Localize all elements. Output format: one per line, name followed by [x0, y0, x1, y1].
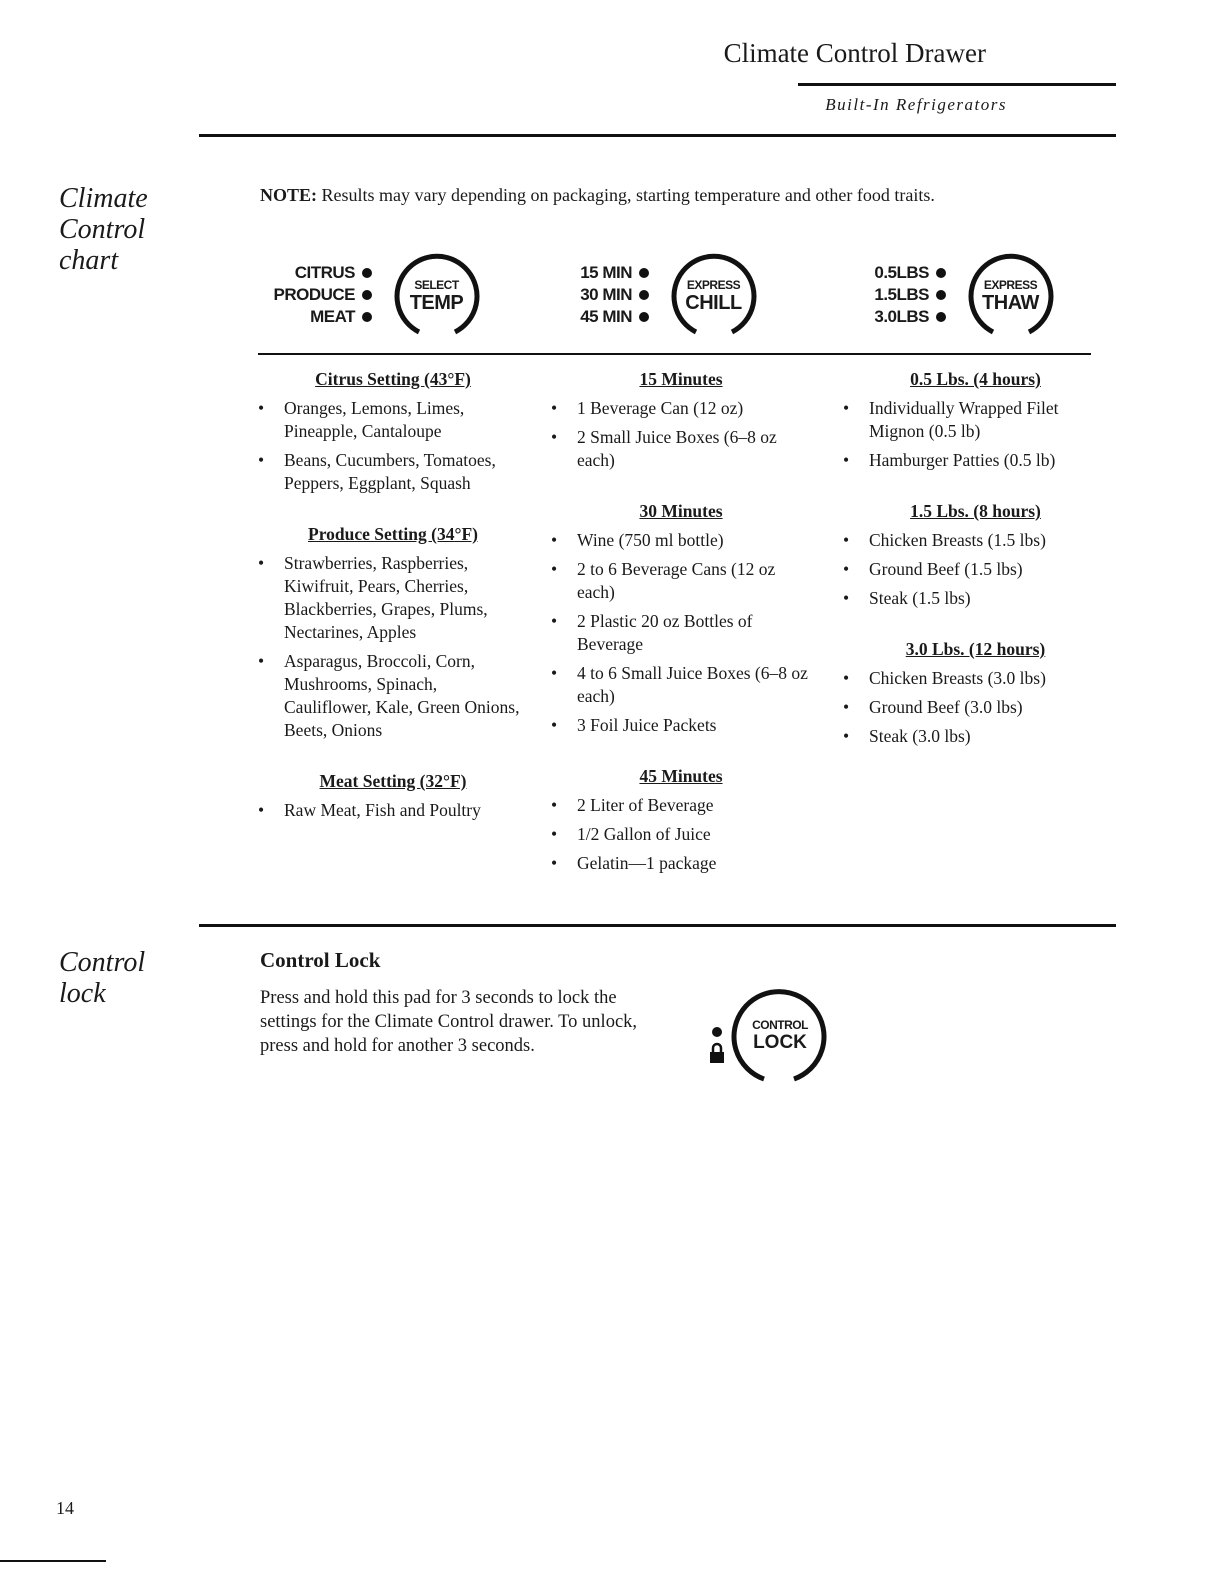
- list-item: • 2 Small Juice Boxes (6–8 oz each): [551, 426, 811, 472]
- option-produce: PRODUCE: [273, 284, 372, 306]
- list-item: • 2 Liter of Beverage: [551, 794, 811, 817]
- option-30-min: 30 MIN: [580, 284, 649, 306]
- section-heading: 1.5 Lbs. (8 hours): [910, 501, 1041, 521]
- chart-rule: [258, 353, 1091, 355]
- indicator-dot: [362, 268, 372, 278]
- section-heading: 0.5 Lbs. (4 hours): [910, 369, 1041, 389]
- temp-label: TEMP: [409, 292, 464, 314]
- select-temp-control: [260, 248, 492, 340]
- select-label: SELECT: [414, 278, 459, 292]
- page-title: Climate Control Drawer: [723, 38, 986, 68]
- column-select-temp: [258, 368, 528, 828]
- item-list: [551, 794, 811, 875]
- section-heading: 45 Minutes: [639, 766, 723, 786]
- option-1-5-lbs: 1.5LBS: [874, 284, 946, 306]
- list-item: • Oranges, Lemons, Limes, Pineapple, Cantaloupe: [258, 397, 528, 443]
- express-label: EXPRESS: [983, 278, 1038, 292]
- footer-rule: [0, 1560, 106, 1562]
- indicator-dot: [639, 268, 649, 278]
- indicator-dot: [936, 268, 946, 278]
- express-label: EXPRESS: [686, 278, 741, 292]
- section-heading: 15 Minutes: [639, 369, 723, 389]
- indicator-dot: [936, 312, 946, 322]
- option-3-0-lbs: 3.0LBS: [874, 306, 946, 328]
- list-item: • Ground Beef (1.5 lbs): [843, 558, 1108, 581]
- page-subtitle: Built-In Refrigerators: [825, 95, 1007, 114]
- option-45-min: 45 MIN: [580, 306, 649, 328]
- side-heading-lock: Control lock: [59, 947, 146, 1009]
- list-item: • Chicken Breasts (3.0 lbs): [843, 667, 1108, 690]
- list-item: • 4 to 6 Small Juice Boxes (6–8 oz each): [551, 662, 811, 708]
- section-heading: 3.0 Lbs. (12 hours): [905, 639, 1046, 659]
- note-label: NOTE:: [260, 185, 318, 205]
- item-list: [843, 397, 1108, 472]
- item-list: [843, 529, 1108, 610]
- item-list: [551, 529, 811, 737]
- section-divider: [199, 134, 1116, 137]
- indicator-dot: [362, 290, 372, 300]
- section-heading: Citrus Setting (43°F): [315, 369, 471, 389]
- select-temp-options: [273, 262, 372, 328]
- express-chill-control: [555, 248, 769, 340]
- column-express-chill: [551, 368, 811, 881]
- control-lock-control: [706, 985, 836, 1085]
- chill-label: CHILL: [685, 292, 742, 314]
- list-item: • Individually Wrapped Filet Mignon (0.5 lb): [843, 397, 1108, 443]
- section-divider: [199, 924, 1116, 927]
- item-list: [843, 667, 1108, 748]
- list-item: • Raw Meat, Fish and Poultry: [258, 799, 528, 822]
- item-list: [258, 552, 528, 742]
- control-lock-title: Control Lock: [260, 948, 381, 972]
- option-15-min: 15 MIN: [580, 262, 649, 284]
- list-item: • Gelatin—1 package: [551, 852, 811, 875]
- express-thaw-options: [874, 262, 946, 328]
- list-item: • 1/2 Gallon of Juice: [551, 823, 811, 846]
- lock-label: LOCK: [753, 1032, 807, 1053]
- list-item: • Steak (1.5 lbs): [843, 587, 1108, 610]
- option-meat: MEAT: [273, 306, 372, 328]
- control-label: CONTROL: [752, 1018, 808, 1032]
- list-item: • Chicken Breasts (1.5 lbs): [843, 529, 1108, 552]
- item-list: [551, 397, 811, 472]
- side-heading-chart: Climate Control chart: [59, 183, 148, 276]
- section-heading: Produce Setting (34°F): [308, 524, 478, 544]
- thaw-label: THAW: [982, 292, 1039, 314]
- express-thaw-control: [848, 248, 1066, 340]
- column-express-thaw: [843, 368, 1108, 754]
- option-0-5-lbs: 0.5LBS: [874, 262, 946, 284]
- indicator-dot: [362, 312, 372, 322]
- list-item: • Wine (750 ml bottle): [551, 529, 811, 552]
- control-lock-text: Press and hold this pad for 3 seconds to lock the settings for the Climate Control drawer. To unlock, press and hold for another 3 seconds.: [260, 988, 638, 1056]
- indicator-dot: [639, 290, 649, 300]
- section-heading: Meat Setting (32°F): [319, 771, 467, 791]
- page-number: 14: [56, 1498, 74, 1518]
- list-item: • Strawberries, Raspberries, Kiwifruit, Pears, Cherries, Blackberries, Grapes, Plums, Nectarines, Apples: [258, 552, 528, 644]
- express-chill-options: [580, 262, 649, 328]
- list-item: • 1 Beverage Can (12 oz): [551, 397, 811, 420]
- list-item: • Asparagus, Broccoli, Corn, Mushrooms, Spinach, Cauliflower, Kale, Green Onions, Beets, Onions: [258, 650, 528, 742]
- list-item: • 3 Foil Juice Packets: [551, 714, 811, 737]
- option-citrus: CITRUS: [273, 262, 372, 284]
- list-item: • Beans, Cucumbers, Tomatoes, Peppers, Eggplant, Squash: [258, 449, 528, 495]
- section-heading: 30 Minutes: [639, 501, 723, 521]
- list-item: • Ground Beef (3.0 lbs): [843, 696, 1108, 719]
- indicator-dot: [712, 1027, 722, 1037]
- indicator-dot: [639, 312, 649, 322]
- header-rule: [798, 83, 1116, 86]
- list-item: • 2 to 6 Beverage Cans (12 oz each): [551, 558, 811, 604]
- list-item: • Steak (3.0 lbs): [843, 725, 1108, 748]
- item-list: [258, 397, 528, 495]
- item-list: [258, 799, 528, 822]
- list-item: • Hamburger Patties (0.5 lb): [843, 449, 1108, 472]
- indicator-dot: [936, 290, 946, 300]
- note-text: Results may vary depending on packaging, starting temperature and other food traits.: [321, 185, 935, 205]
- list-item: • 2 Plastic 20 oz Bottles of Beverage: [551, 610, 811, 656]
- lock-icon: [709, 1042, 725, 1064]
- note: [260, 185, 935, 206]
